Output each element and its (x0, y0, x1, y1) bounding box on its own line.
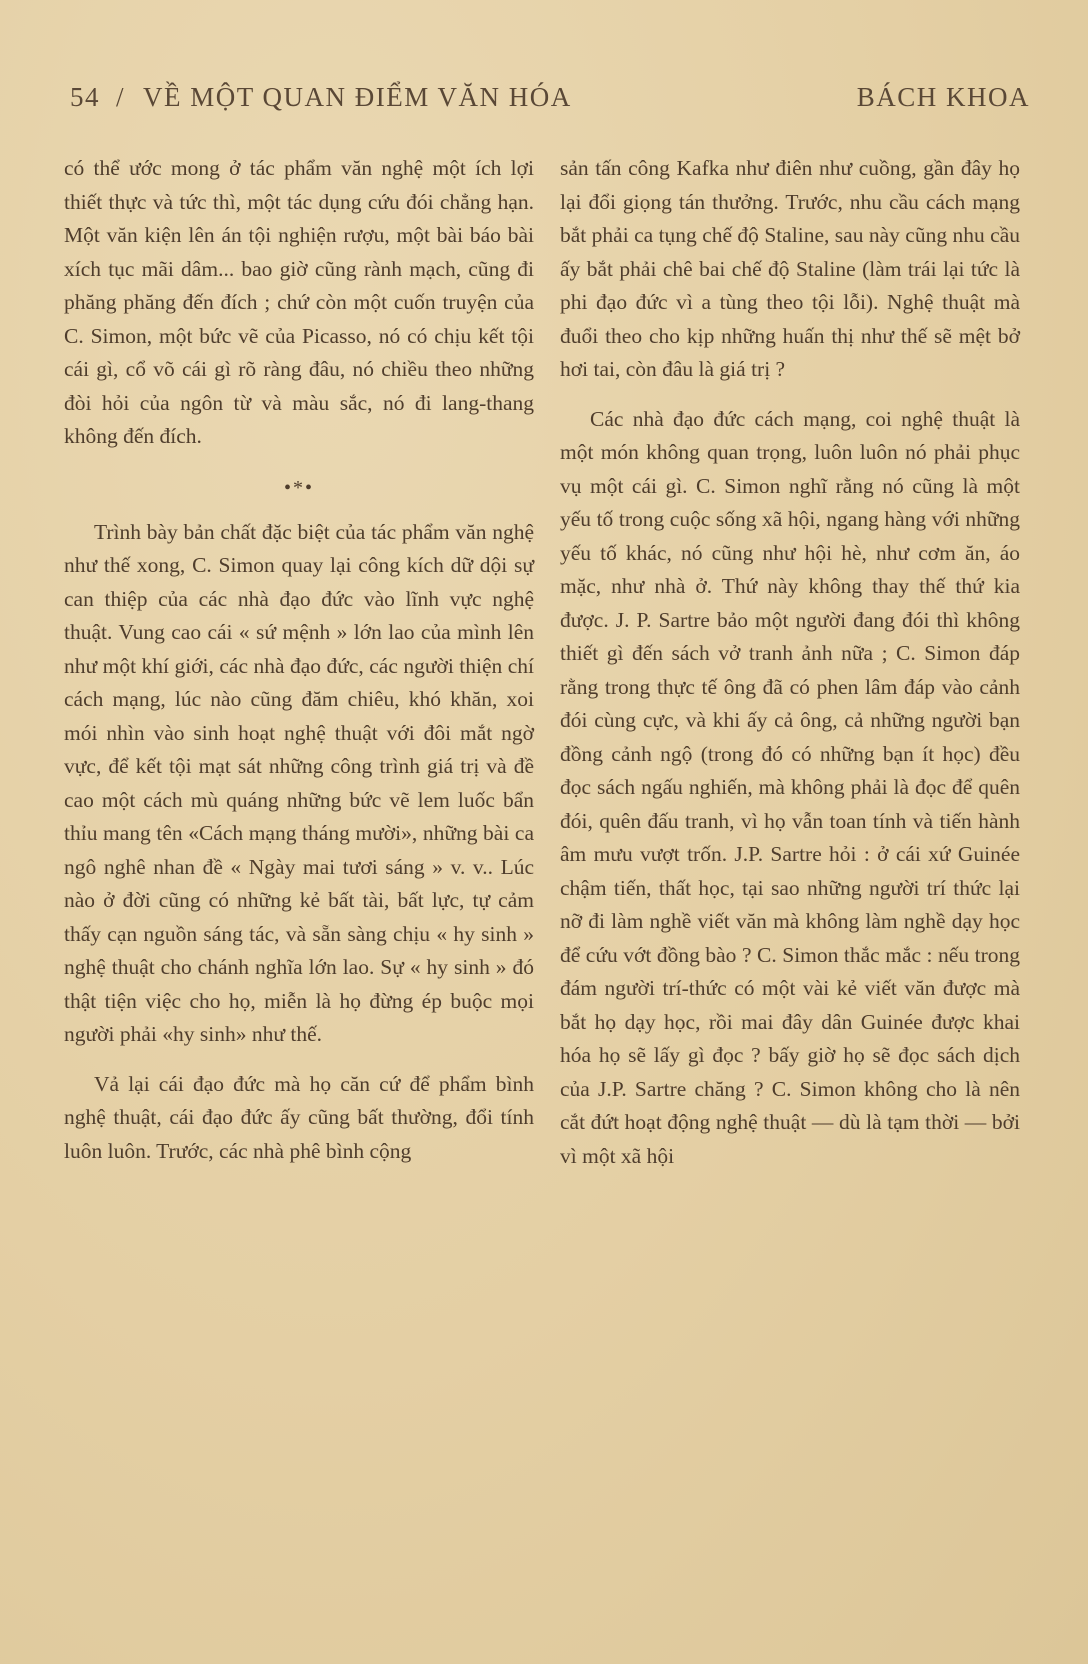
left-paragraph-3: Vả lại cái đạo đức mà họ căn cứ để phẩm bình nghệ thuật, cái đạo đức ấy cũng bất thường, đổi tính luôn luôn. Trước, các nhà phê bình cộng (64, 1071, 534, 1163)
section-divider: •*• (283, 476, 314, 499)
running-header (70, 82, 1030, 122)
publication-name: BÁCH KHOA (856, 82, 1030, 112)
header-left (70, 82, 572, 113)
right-column (560, 152, 1020, 1173)
left-column (64, 152, 534, 1168)
right-paragraph-1: sản tấn công Kafka như điên như cuồng, gần đây họ lại đổi giọng tán thưởng. Trước, nhu cầu cách mạng bắt phải ca tụng chế độ Staline, sau này cũng nhu cầu ấy bắt phải chê bai chế độ Staline (làm trái lại tức là phi đạo đức vì a tùng theo tội lỗi). Nghệ thuật mà đuổi theo cho kịp những huấn thị như thế sẽ mệt bở hơi tai, còn đâu là giá trị ? (560, 156, 1020, 381)
header-separator: / (116, 82, 126, 112)
left-paragraph-2: Trình bày bản chất đặc biệt của tác phẩm văn nghệ như thế xong, C. Simon quay lại công kích dữ dội sự can thiệp của các nhà đạo đức vào lĩnh vực nghệ thuật. Vung cao cái « sứ mệnh » lớn lao của mình lên như một khí giới, các nhà đạo đức, các người thiện chí cách mạng, lúc nào cũng đăm chiêu, khó khăn, xoi mói nhìn vào sinh hoạt nghệ thuật với đôi mắt ngờ vực, để kết tội mạt sát những công trình giá trị và đề cao một cách mù quáng những bức vẽ lem luốc bẩn thỉu mang tên «Cách mạng tháng mười», những bài ca ngô nghê nhan đề « Ngày mai tươi sáng » v. v.. Lúc nào ở đời cũng có những kẻ bất tài, bất lực, tự cảm thấy cạn nguồn sáng tác, và sẵn sàng chịu « hy sinh » nghệ thuật cho chánh nghĩa lớn lao. Sự « hy sinh » đó thật tiện việc cho họ, miễn là họ đừng ép buộc mọi người phải «hy sinh» như thế. (64, 519, 534, 1046)
right-paragraph-2: Các nhà đạo đức cách mạng, coi nghệ thuật là một món không quan trọng, luôn luôn nó phải phục vụ một cái gì. C. Simon nghĩ rằng nó cũng là một yếu tố trong cuộc sống xã hội, ngang hàng với những yếu tố khác, nó cũng như hội hè, như cơm ăn, áo mặc, như nhà ở. Thứ này không thay thế thứ kia được. J. P. Sartre bảo một người đang đói thì không thiết gì đến sách vở tranh ảnh nữa ; C. Simon đáp rằng trong thực tế ông đã có phen lâm đáp vào cảnh đói cùng cực, và khi ấy cả ông, cả những người bạn đồng cảnh ngộ (trong đó có những bạn ít học) đều đọc sách ngấu nghiến, mà không phải là đọc để quên đói, quên đấu tranh, vì họ vẫn toan tính và tiến hành âm mưu vượt trốn. J.P. Sartre hỏi : ở cái xứ Guinée chậm tiến, thất học, tại sao những người trí thức lại nỡ đi làm nghề viết văn mà không làm nghề dạy học để cứu vớt đồng bào ? C. Simon thắc mắc : nếu trong đám người trí-thức có một vài kẻ viết văn được mà bắt họ dạy học, rồi mai đây dân Guinée được khai hóa họ sẽ lấy gì đọc ? bấy giờ họ sẽ đọc sách dịch của J.P. Sartre chăng ? C. Simon không cho là nên cắt đứt hoạt động nghệ thuật — dù là tạm thời — bởi vì một xã hội (560, 406, 1020, 1168)
section-title: VỀ MỘT QUAN ĐIỂM VĂN HÓA (143, 82, 572, 112)
left-paragraph-1: có thể ước mong ở tác phẩm văn nghệ một ích lợi thiết thực và tức thì, một tác dụng cứu đói chẳng hạn. Một văn kiện lên án tội nghiện rượu, một bài báo bài xích tục mãi dâm... bao giờ cũng rành mạch, cũng đi phăng phăng đến đích ; chứ còn một cuốn truyện của C. Simon, một bức vẽ của Picasso, nó có chịu kết tội cái gì, cổ võ cái gì rõ ràng đâu, nó chiều theo những đòi hỏi của ngôn từ và màu sắc, nó đi lang-thang không đến đích. (64, 156, 534, 448)
page-number: 54 (70, 82, 100, 112)
